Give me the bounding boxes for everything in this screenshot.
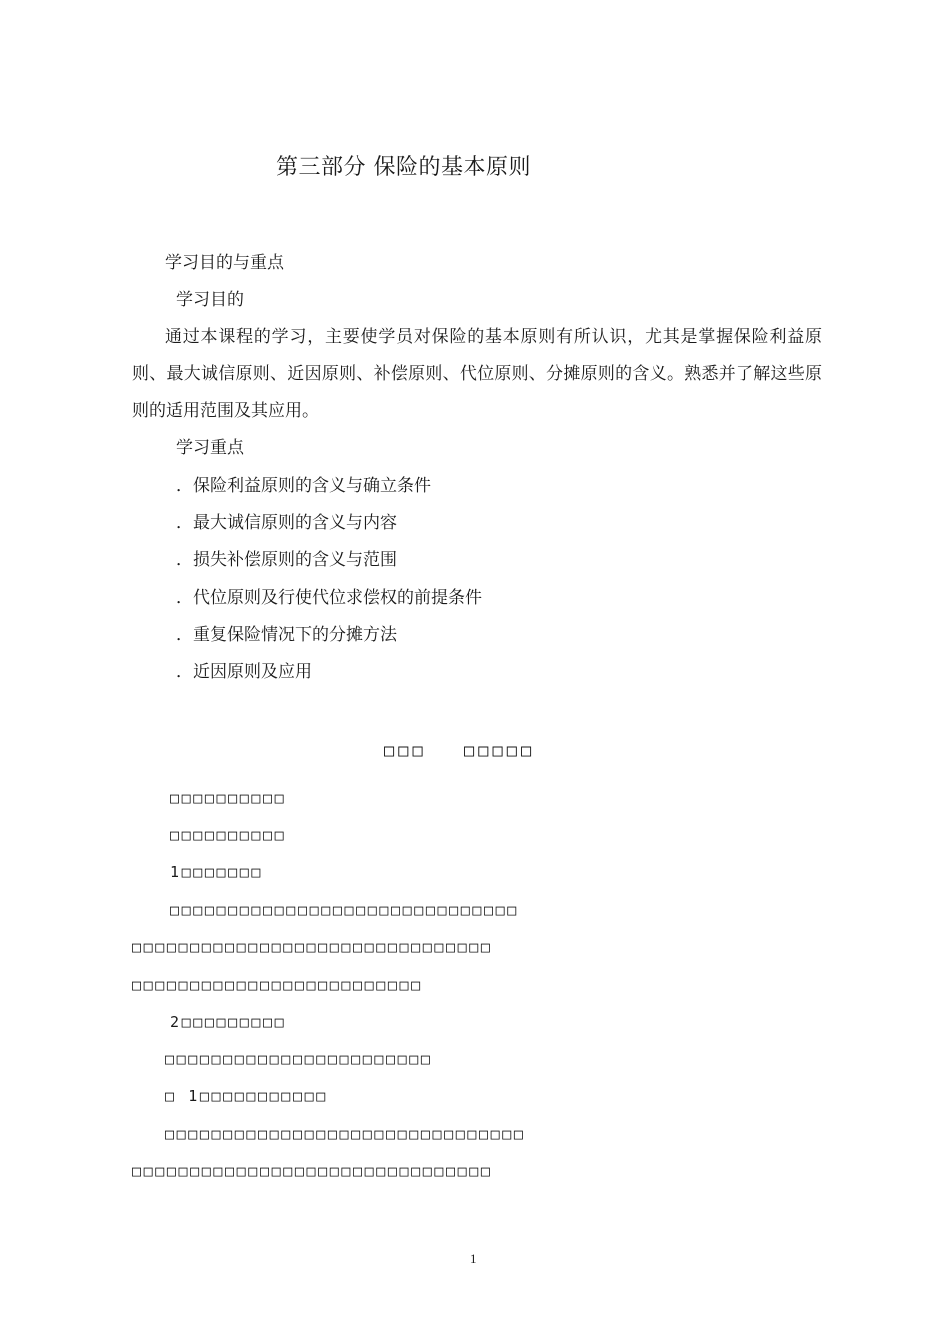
focus-item: ．损失补偿原则的含义与范围 xyxy=(176,550,397,570)
focus-item: ．代位原则及行使代位求偿权的前提条件 xyxy=(176,588,482,608)
focus-label: 学习重点 xyxy=(176,438,244,458)
garbled-line: 2□□□□□□□□□ xyxy=(170,1013,287,1031)
garbled-line: □□□□□□□□□□□□□□□□□□□□□□□ xyxy=(165,1050,433,1068)
page-number: 1 xyxy=(470,1251,477,1266)
focus-item: ．保险利益原则的含义与确立条件 xyxy=(176,476,431,496)
purpose-paragraph: 通过本课程的学习，主要使学员对保险的基本原则有所认识，尤其是掌握保险利益原则、最大诚信原则、近因原则、补偿原则、代位原则、分摊原则的含义。熟悉并了解这些原则的适用范围及其应用。 xyxy=(132,327,822,421)
focus-item: ．最大诚信原则的含义与内容 xyxy=(176,513,397,533)
garbled-line: □□□□□□□□□□□□□□□□□□□□□□□□□□□□□□ xyxy=(170,901,519,919)
garbled-line: 1□□□□□□□ xyxy=(170,863,264,881)
section-number-garbled: □□□ xyxy=(384,741,427,761)
focus-item: ．重复保险情况下的分摊方法 xyxy=(176,625,397,645)
section-heading: 学习目的与重点 xyxy=(165,253,284,273)
purpose-label: 学习目的 xyxy=(176,290,244,310)
garbled-line: □□□□□□□□□□ xyxy=(170,789,287,807)
garbled-line: □□□□□□□□□□□□□□□□□□□□□□□□□□□□□□□ xyxy=(132,938,493,956)
garbled-line: □□□□□□□□□□ xyxy=(170,826,287,844)
garbled-line: □ 1□□□□□□□□□□□ xyxy=(165,1087,328,1105)
focus-item: ．近因原则及应用 xyxy=(176,662,312,682)
garbled-line: □□□□□□□□□□□□□□□□□□□□□□□□□ xyxy=(132,976,423,994)
page-title: 第三部分 保险的基本原则 xyxy=(276,155,531,180)
section-title-garbled: □□□□□ xyxy=(464,741,536,761)
garbled-line: □□□□□□□□□□□□□□□□□□□□□□□□□□□□□□□ xyxy=(165,1125,526,1143)
garbled-line: □□□□□□□□□□□□□□□□□□□□□□□□□□□□□□□ xyxy=(132,1162,493,1180)
